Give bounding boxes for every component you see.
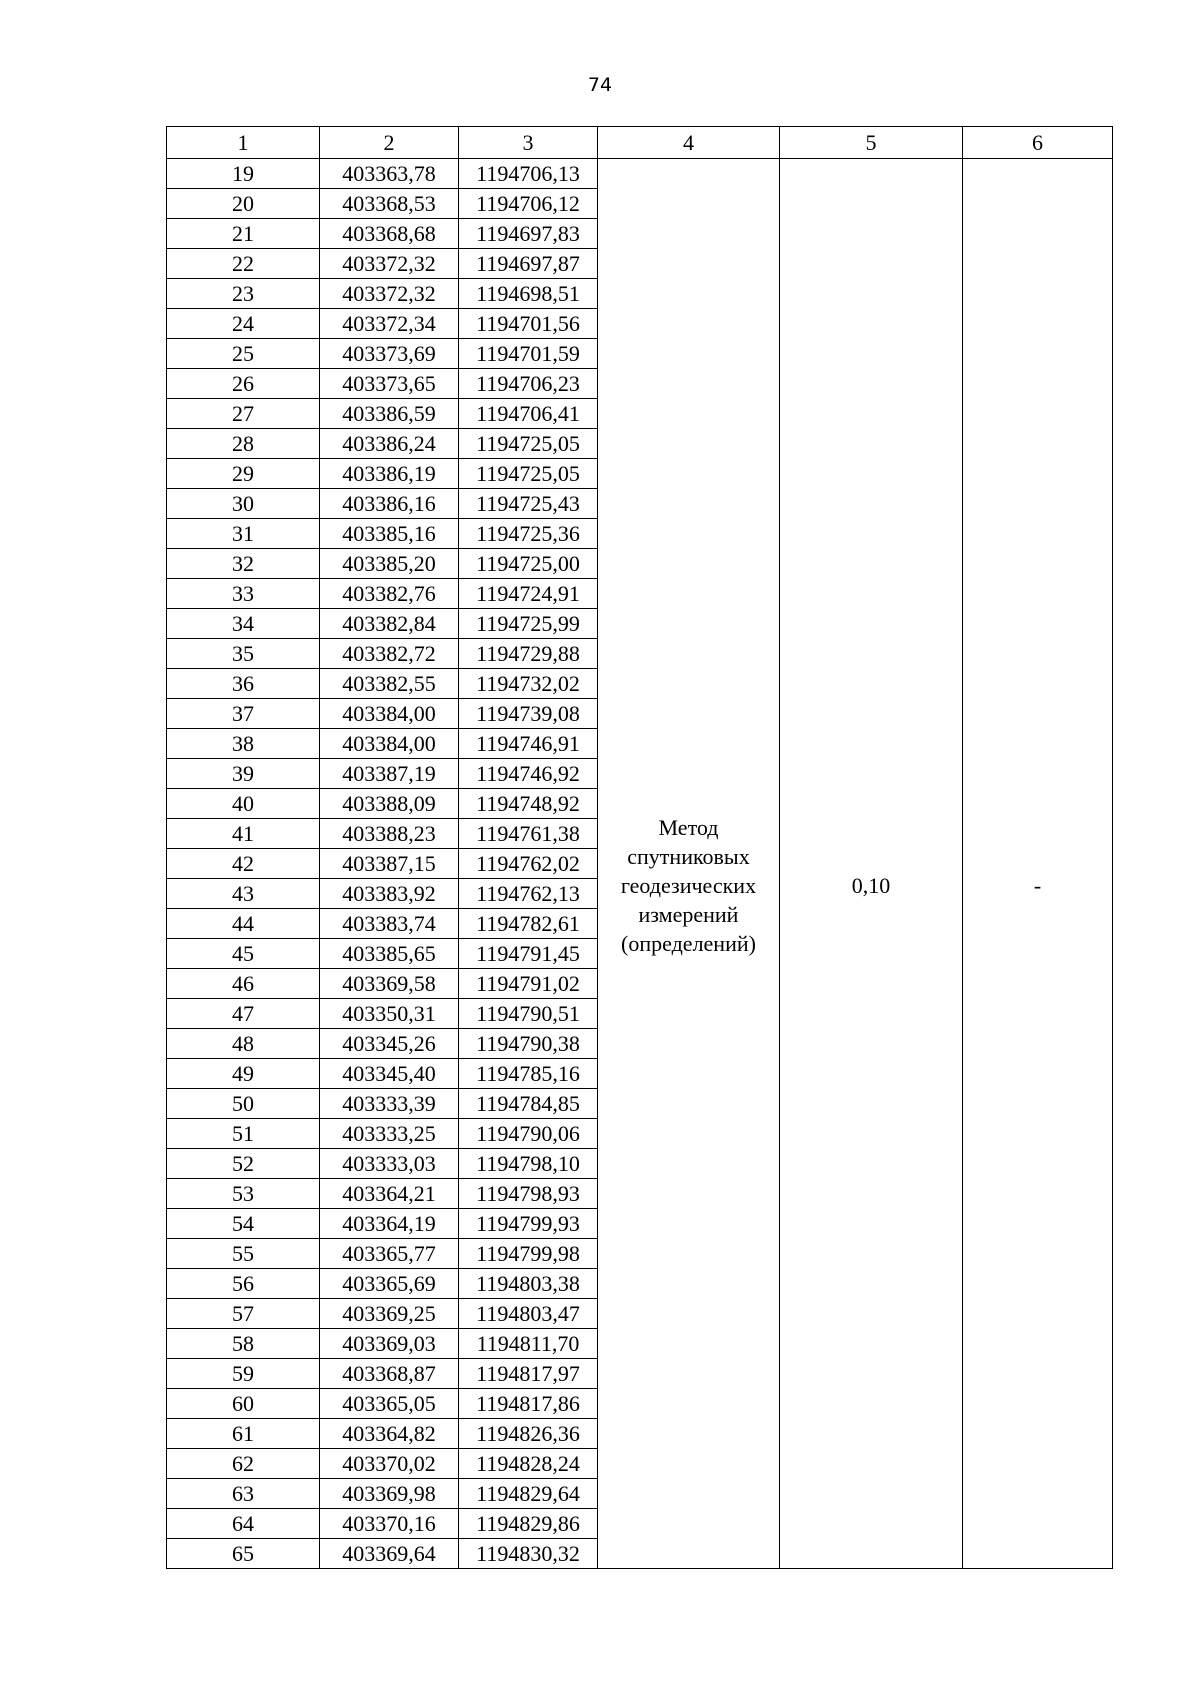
y-coordinate-cell: 1194725,36 bbox=[459, 519, 598, 549]
point-number-cell: 65 bbox=[167, 1539, 320, 1569]
y-coordinate-cell: 1194697,87 bbox=[459, 249, 598, 279]
point-number-cell: 39 bbox=[167, 759, 320, 789]
y-coordinate-cell: 1194762,02 bbox=[459, 849, 598, 879]
method-line: (определений) bbox=[621, 931, 756, 956]
point-number-cell: 60 bbox=[167, 1389, 320, 1419]
x-coordinate-cell: 403382,72 bbox=[320, 639, 459, 669]
x-coordinate-cell: 403384,00 bbox=[320, 699, 459, 729]
point-number-cell: 50 bbox=[167, 1089, 320, 1119]
y-coordinate-cell: 1194829,64 bbox=[459, 1479, 598, 1509]
method-line: измерений bbox=[638, 902, 739, 927]
x-coordinate-cell: 403387,19 bbox=[320, 759, 459, 789]
point-number-cell: 56 bbox=[167, 1269, 320, 1299]
x-coordinate-cell: 403385,20 bbox=[320, 549, 459, 579]
x-coordinate-cell: 403382,55 bbox=[320, 669, 459, 699]
y-coordinate-cell: 1194826,36 bbox=[459, 1419, 598, 1449]
x-coordinate-cell: 403382,84 bbox=[320, 609, 459, 639]
y-coordinate-cell: 1194791,45 bbox=[459, 939, 598, 969]
y-coordinate-cell: 1194701,56 bbox=[459, 309, 598, 339]
y-coordinate-cell: 1194790,38 bbox=[459, 1029, 598, 1059]
point-number-cell: 20 bbox=[167, 189, 320, 219]
point-number-cell: 38 bbox=[167, 729, 320, 759]
y-coordinate-cell: 1194725,05 bbox=[459, 459, 598, 489]
header-col-5: 5 bbox=[780, 127, 963, 159]
header-col-2: 2 bbox=[320, 127, 459, 159]
point-number-cell: 44 bbox=[167, 909, 320, 939]
y-coordinate-cell: 1194798,93 bbox=[459, 1179, 598, 1209]
x-coordinate-cell: 403333,03 bbox=[320, 1149, 459, 1179]
x-coordinate-cell: 403383,92 bbox=[320, 879, 459, 909]
point-number-cell: 22 bbox=[167, 249, 320, 279]
table-body bbox=[167, 159, 1113, 1569]
y-coordinate-cell: 1194799,93 bbox=[459, 1209, 598, 1239]
point-number-cell: 55 bbox=[167, 1239, 320, 1269]
point-number-cell: 31 bbox=[167, 519, 320, 549]
point-number-cell: 32 bbox=[167, 549, 320, 579]
x-coordinate-cell: 403368,68 bbox=[320, 219, 459, 249]
y-coordinate-cell: 1194732,02 bbox=[459, 669, 598, 699]
y-coordinate-cell: 1194798,10 bbox=[459, 1149, 598, 1179]
header-col-6: 6 bbox=[963, 127, 1113, 159]
y-coordinate-cell: 1194803,47 bbox=[459, 1299, 598, 1329]
y-coordinate-cell: 1194706,12 bbox=[459, 189, 598, 219]
y-coordinate-cell: 1194830,32 bbox=[459, 1539, 598, 1569]
x-coordinate-cell: 403345,40 bbox=[320, 1059, 459, 1089]
y-coordinate-cell: 1194724,91 bbox=[459, 579, 598, 609]
x-coordinate-cell: 403388,09 bbox=[320, 789, 459, 819]
y-coordinate-cell: 1194697,83 bbox=[459, 219, 598, 249]
y-coordinate-cell: 1194817,86 bbox=[459, 1389, 598, 1419]
y-coordinate-cell: 1194725,05 bbox=[459, 429, 598, 459]
method-line: геодезических bbox=[620, 873, 757, 898]
x-coordinate-cell: 403370,16 bbox=[320, 1509, 459, 1539]
point-number-cell: 51 bbox=[167, 1119, 320, 1149]
x-coordinate-cell: 403345,26 bbox=[320, 1029, 459, 1059]
x-coordinate-cell: 403369,03 bbox=[320, 1329, 459, 1359]
x-coordinate-cell: 403350,31 bbox=[320, 999, 459, 1029]
point-number-cell: 37 bbox=[167, 699, 320, 729]
x-coordinate-cell: 403365,69 bbox=[320, 1269, 459, 1299]
point-number-cell: 46 bbox=[167, 969, 320, 999]
y-coordinate-cell: 1194799,98 bbox=[459, 1239, 598, 1269]
point-number-cell: 24 bbox=[167, 309, 320, 339]
point-number-cell: 42 bbox=[167, 849, 320, 879]
point-number-cell: 45 bbox=[167, 939, 320, 969]
x-coordinate-cell: 403386,59 bbox=[320, 399, 459, 429]
point-number-cell: 34 bbox=[167, 609, 320, 639]
point-number-cell: 63 bbox=[167, 1479, 320, 1509]
accuracy-cell bbox=[780, 159, 963, 1569]
point-number-cell: 35 bbox=[167, 639, 320, 669]
page-number: 74 bbox=[587, 74, 613, 96]
y-coordinate-cell: 1194817,97 bbox=[459, 1359, 598, 1389]
point-number-cell: 53 bbox=[167, 1179, 320, 1209]
column-6-value: - bbox=[1033, 873, 1042, 898]
method-text bbox=[598, 769, 779, 958]
x-coordinate-cell: 403333,25 bbox=[320, 1119, 459, 1149]
x-coordinate-cell: 403384,00 bbox=[320, 729, 459, 759]
point-number-cell: 62 bbox=[167, 1449, 320, 1479]
y-coordinate-cell: 1194803,38 bbox=[459, 1269, 598, 1299]
x-coordinate-cell: 403385,65 bbox=[320, 939, 459, 969]
x-coordinate-cell: 403386,19 bbox=[320, 459, 459, 489]
y-coordinate-cell: 1194725,43 bbox=[459, 489, 598, 519]
header-col-3: 3 bbox=[459, 127, 598, 159]
y-coordinate-cell: 1194739,08 bbox=[459, 699, 598, 729]
y-coordinate-cell: 1194746,91 bbox=[459, 729, 598, 759]
point-number-cell: 27 bbox=[167, 399, 320, 429]
x-coordinate-cell: 403363,78 bbox=[320, 159, 459, 189]
point-number-cell: 28 bbox=[167, 429, 320, 459]
point-number-cell: 64 bbox=[167, 1509, 320, 1539]
point-number-cell: 30 bbox=[167, 489, 320, 519]
point-number-cell: 57 bbox=[167, 1299, 320, 1329]
x-coordinate-cell: 403383,74 bbox=[320, 909, 459, 939]
y-coordinate-cell: 1194706,13 bbox=[459, 159, 598, 189]
x-coordinate-cell: 403387,15 bbox=[320, 849, 459, 879]
point-number-cell: 48 bbox=[167, 1029, 320, 1059]
point-number-cell: 43 bbox=[167, 879, 320, 909]
x-coordinate-cell: 403369,64 bbox=[320, 1539, 459, 1569]
x-coordinate-cell: 403373,65 bbox=[320, 369, 459, 399]
method-cell bbox=[598, 159, 780, 1569]
coordinates-table bbox=[166, 126, 1113, 1569]
point-number-cell: 33 bbox=[167, 579, 320, 609]
y-coordinate-cell: 1194829,86 bbox=[459, 1509, 598, 1539]
point-number-cell: 61 bbox=[167, 1419, 320, 1449]
point-number-cell: 21 bbox=[167, 219, 320, 249]
column-6-cell bbox=[963, 159, 1113, 1569]
table-header-row bbox=[167, 127, 1113, 159]
table-row bbox=[167, 159, 1113, 189]
y-coordinate-cell: 1194811,70 bbox=[459, 1329, 598, 1359]
x-coordinate-cell: 403382,76 bbox=[320, 579, 459, 609]
x-coordinate-cell: 403369,58 bbox=[320, 969, 459, 999]
y-coordinate-cell: 1194791,02 bbox=[459, 969, 598, 999]
y-coordinate-cell: 1194729,88 bbox=[459, 639, 598, 669]
point-number-cell: 41 bbox=[167, 819, 320, 849]
y-coordinate-cell: 1194828,24 bbox=[459, 1449, 598, 1479]
point-number-cell: 40 bbox=[167, 789, 320, 819]
y-coordinate-cell: 1194782,61 bbox=[459, 909, 598, 939]
point-number-cell: 29 bbox=[167, 459, 320, 489]
point-number-cell: 47 bbox=[167, 999, 320, 1029]
x-coordinate-cell: 403386,24 bbox=[320, 429, 459, 459]
x-coordinate-cell: 403370,02 bbox=[320, 1449, 459, 1479]
x-coordinate-cell: 403388,23 bbox=[320, 819, 459, 849]
x-coordinate-cell: 403365,77 bbox=[320, 1239, 459, 1269]
y-coordinate-cell: 1194748,92 bbox=[459, 789, 598, 819]
point-number-cell: 49 bbox=[167, 1059, 320, 1089]
x-coordinate-cell: 403364,21 bbox=[320, 1179, 459, 1209]
x-coordinate-cell: 403372,34 bbox=[320, 309, 459, 339]
y-coordinate-cell: 1194761,38 bbox=[459, 819, 598, 849]
x-coordinate-cell: 403364,82 bbox=[320, 1419, 459, 1449]
point-number-cell: 54 bbox=[167, 1209, 320, 1239]
x-coordinate-cell: 403369,25 bbox=[320, 1299, 459, 1329]
y-coordinate-cell: 1194725,00 bbox=[459, 549, 598, 579]
point-number-cell: 59 bbox=[167, 1359, 320, 1389]
x-coordinate-cell: 403368,87 bbox=[320, 1359, 459, 1389]
x-coordinate-cell: 403386,16 bbox=[320, 489, 459, 519]
y-coordinate-cell: 1194746,92 bbox=[459, 759, 598, 789]
y-coordinate-cell: 1194701,59 bbox=[459, 339, 598, 369]
point-number-cell: 19 bbox=[167, 159, 320, 189]
y-coordinate-cell: 1194762,13 bbox=[459, 879, 598, 909]
y-coordinate-cell: 1194784,85 bbox=[459, 1089, 598, 1119]
y-coordinate-cell: 1194785,16 bbox=[459, 1059, 598, 1089]
y-coordinate-cell: 1194706,23 bbox=[459, 369, 598, 399]
x-coordinate-cell: 403333,39 bbox=[320, 1089, 459, 1119]
header-col-4: 4 bbox=[598, 127, 780, 159]
y-coordinate-cell: 1194790,51 bbox=[459, 999, 598, 1029]
method-line: спутниковых bbox=[627, 844, 750, 869]
x-coordinate-cell: 403368,53 bbox=[320, 189, 459, 219]
point-number-cell: 58 bbox=[167, 1329, 320, 1359]
y-coordinate-cell: 1194790,06 bbox=[459, 1119, 598, 1149]
x-coordinate-cell: 403364,19 bbox=[320, 1209, 459, 1239]
point-number-cell: 36 bbox=[167, 669, 320, 699]
x-coordinate-cell: 403385,16 bbox=[320, 519, 459, 549]
point-number-cell: 23 bbox=[167, 279, 320, 309]
y-coordinate-cell: 1194706,41 bbox=[459, 399, 598, 429]
x-coordinate-cell: 403372,32 bbox=[320, 279, 459, 309]
point-number-cell: 26 bbox=[167, 369, 320, 399]
y-coordinate-cell: 1194698,51 bbox=[459, 279, 598, 309]
x-coordinate-cell: 403373,69 bbox=[320, 339, 459, 369]
point-number-cell: 52 bbox=[167, 1149, 320, 1179]
y-coordinate-cell: 1194725,99 bbox=[459, 609, 598, 639]
x-coordinate-cell: 403372,32 bbox=[320, 249, 459, 279]
header-col-1: 1 bbox=[167, 127, 320, 159]
x-coordinate-cell: 403365,05 bbox=[320, 1389, 459, 1419]
point-number-cell: 25 bbox=[167, 339, 320, 369]
x-coordinate-cell: 403369,98 bbox=[320, 1479, 459, 1509]
method-line: Метод bbox=[658, 815, 719, 840]
accuracy-value: 0,10 bbox=[851, 873, 891, 898]
